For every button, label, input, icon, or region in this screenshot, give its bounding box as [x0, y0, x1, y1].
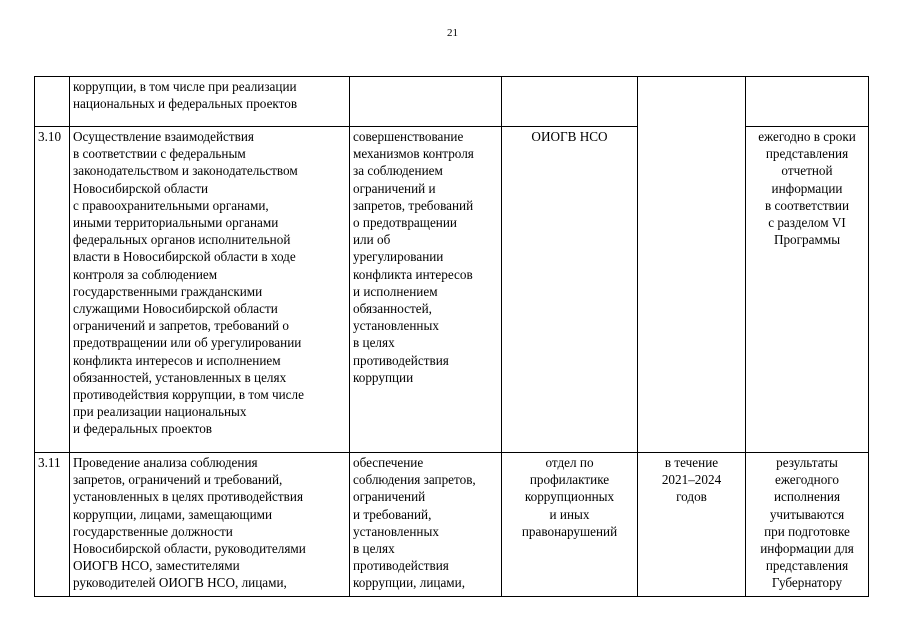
- result-cell: результаты ежегодного исполнения учитываются при подготовке информации для представления Губернатору: [746, 453, 869, 597]
- goal-cell: обеспечение соблюдения запретов, ограничений и требований, установленных в целях противодействия коррупции, лицами,: [350, 453, 502, 597]
- executor-cell: ОИОГВ НСО: [502, 127, 638, 453]
- page-number: 21: [447, 27, 458, 39]
- row-number-cell: 3.10: [35, 127, 70, 453]
- table-row: [35, 453, 869, 597]
- goal-cell: [350, 77, 502, 127]
- term-cell: [638, 77, 746, 453]
- activity-cell: Проведение анализа соблюдения запретов, ограничений и требований, установленных в целях противодействия коррупции, лицами, замещающими государственные должности Новосибирской области, руководителями ОИОГВ НСО, заместителями руководителей ОИОГВ НСО, лицами,: [70, 453, 350, 597]
- row-number-cell: 3.11: [35, 453, 70, 597]
- goal-cell: совершенствование механизмов контроля за соблюдением ограничений и запретов, требований о предотвращении или об урегулировании конфликта интересов и исполнением обязанностей, установленных в целях противодействия коррупции: [350, 127, 502, 453]
- result-cell: ежегодно в сроки представления отчетной информации в соответствии с разделом VI Программы: [746, 127, 869, 453]
- table-row: [35, 77, 869, 127]
- executor-cell: [502, 77, 638, 127]
- row-number-cell: [35, 77, 70, 127]
- activity-cell: Осуществление взаимодействия в соответствии с федеральным законодательством и законодательством Новосибирской области с правоохранительными органами, иными территориальными органами федеральных органов исполнительной власти в Новосибирской области в ходе контроля за соблюдением государственными гражданскими служащими Новосибирской области ограничений и запретов, требований о предотвращении или об урегулировании конфликта интересов и исполнением обязанностей, установленных в целях противодействия коррупции, в том числе при реализации национальных и федеральных проектов: [70, 127, 350, 453]
- result-cell: [746, 77, 869, 127]
- measures-table: [34, 76, 869, 597]
- executor-cell: отдел по профилактике коррупционных и иных правонарушений: [502, 453, 638, 597]
- activity-cell: коррупции, в том числе при реализации национальных и федеральных проектов: [70, 77, 350, 127]
- term-cell: в течение 2021–2024 годов: [638, 453, 746, 597]
